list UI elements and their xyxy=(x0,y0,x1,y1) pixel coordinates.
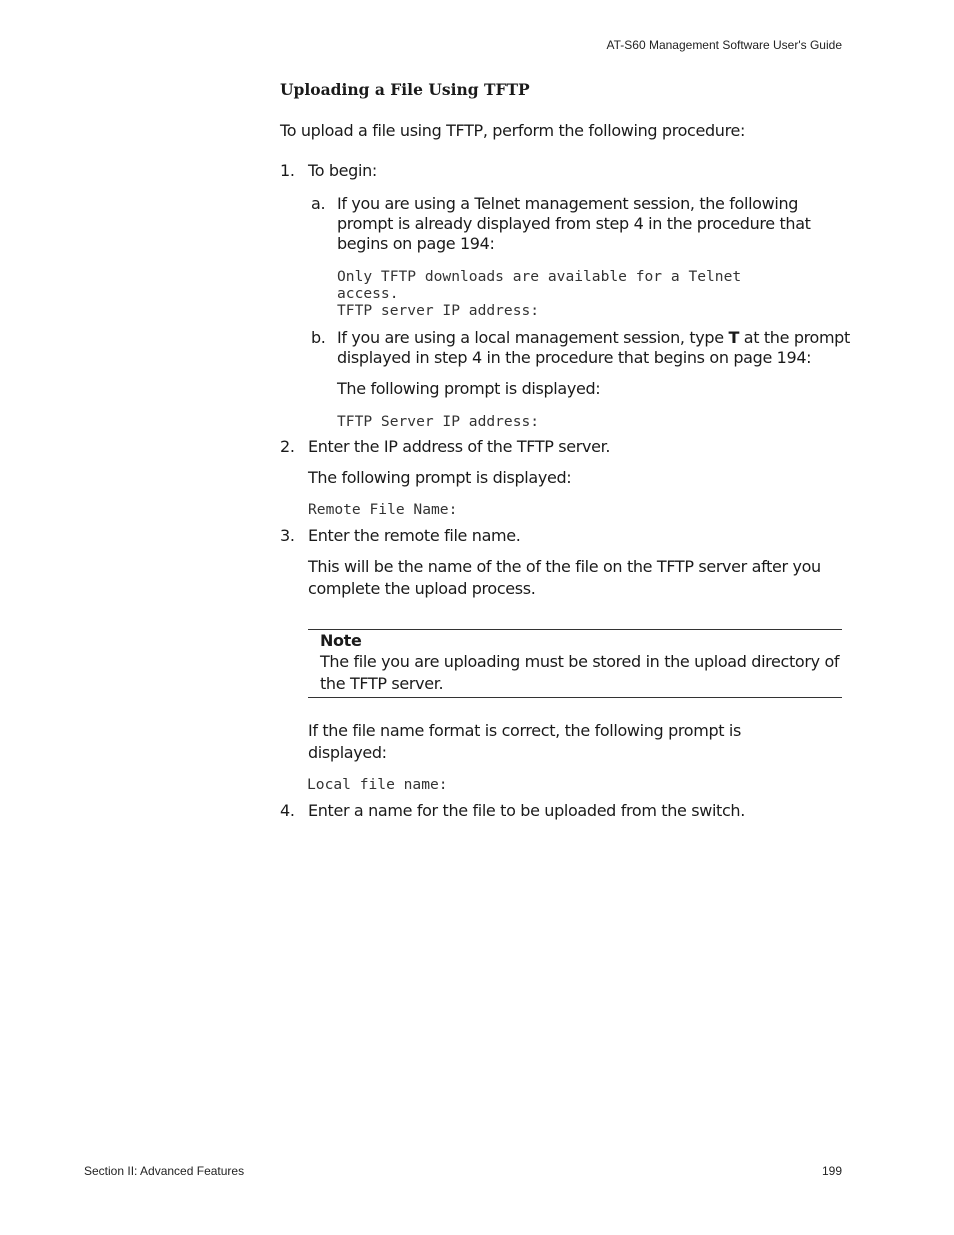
substep-line: displayed in step 4 in the procedure that begins on page 194: xyxy=(337,348,812,367)
note-line: The file you are uploading must be stored in the upload directory of xyxy=(320,652,840,671)
code-line: TFTP server IP address: xyxy=(337,302,540,319)
substep-line: prompt is already displayed from step 4 in the procedure that xyxy=(337,214,811,233)
running-header: AT-S60 Management Software User's Guide xyxy=(606,38,842,52)
paragraph-line: complete the upload process. xyxy=(308,579,536,598)
paragraph-line: If the file name format is correct, the following prompt is xyxy=(308,721,741,740)
substep-letter: a. xyxy=(311,194,326,213)
paragraph-line: This will be the name of the of the file on the TFTP server after you xyxy=(308,557,821,576)
substep-text: at the prompt xyxy=(739,328,850,347)
code-line: Remote File Name: xyxy=(308,501,458,518)
code-line: access. xyxy=(337,285,399,302)
paragraph-line: displayed: xyxy=(308,743,387,762)
intro-paragraph: To upload a file using TFTP, perform the following procedure: xyxy=(280,121,745,140)
key-name: T xyxy=(728,328,740,347)
step-text: Enter the IP address of the TFTP server. xyxy=(308,437,611,456)
step-number: 3. xyxy=(280,526,295,545)
substep-line: If you are using a Telnet management session, the following xyxy=(337,194,799,213)
note-top-rule xyxy=(308,629,842,630)
follow-text: The following prompt is displayed: xyxy=(308,468,572,487)
note-title: Note xyxy=(320,631,362,650)
substep-line xyxy=(337,328,850,348)
section-heading: Uploading a File Using TFTP xyxy=(280,80,530,99)
step-number: 4. xyxy=(280,801,295,820)
step-text: Enter the remote file name. xyxy=(308,526,521,545)
substep-line: begins on page 194: xyxy=(337,234,495,253)
page-number: 199 xyxy=(821,1164,842,1178)
step-number: 2. xyxy=(280,437,295,456)
step-number: 1. xyxy=(280,161,295,180)
substep-letter: b. xyxy=(311,328,326,347)
note-line: the TFTP server. xyxy=(320,674,444,693)
code-line: TFTP Server IP address: xyxy=(337,413,540,430)
step-text: Enter a name for the file to be uploaded from the switch. xyxy=(308,801,745,820)
code-line: Local file name: xyxy=(307,776,448,793)
footer-section: Section II: Advanced Features xyxy=(84,1164,245,1178)
code-line: Only TFTP downloads are available for a Telnet xyxy=(337,268,742,285)
substep-text: If you are using a local management session, type xyxy=(337,328,729,347)
step-text: To begin: xyxy=(308,161,377,180)
note-bottom-rule xyxy=(308,697,842,698)
follow-text: The following prompt is displayed: xyxy=(337,379,601,398)
